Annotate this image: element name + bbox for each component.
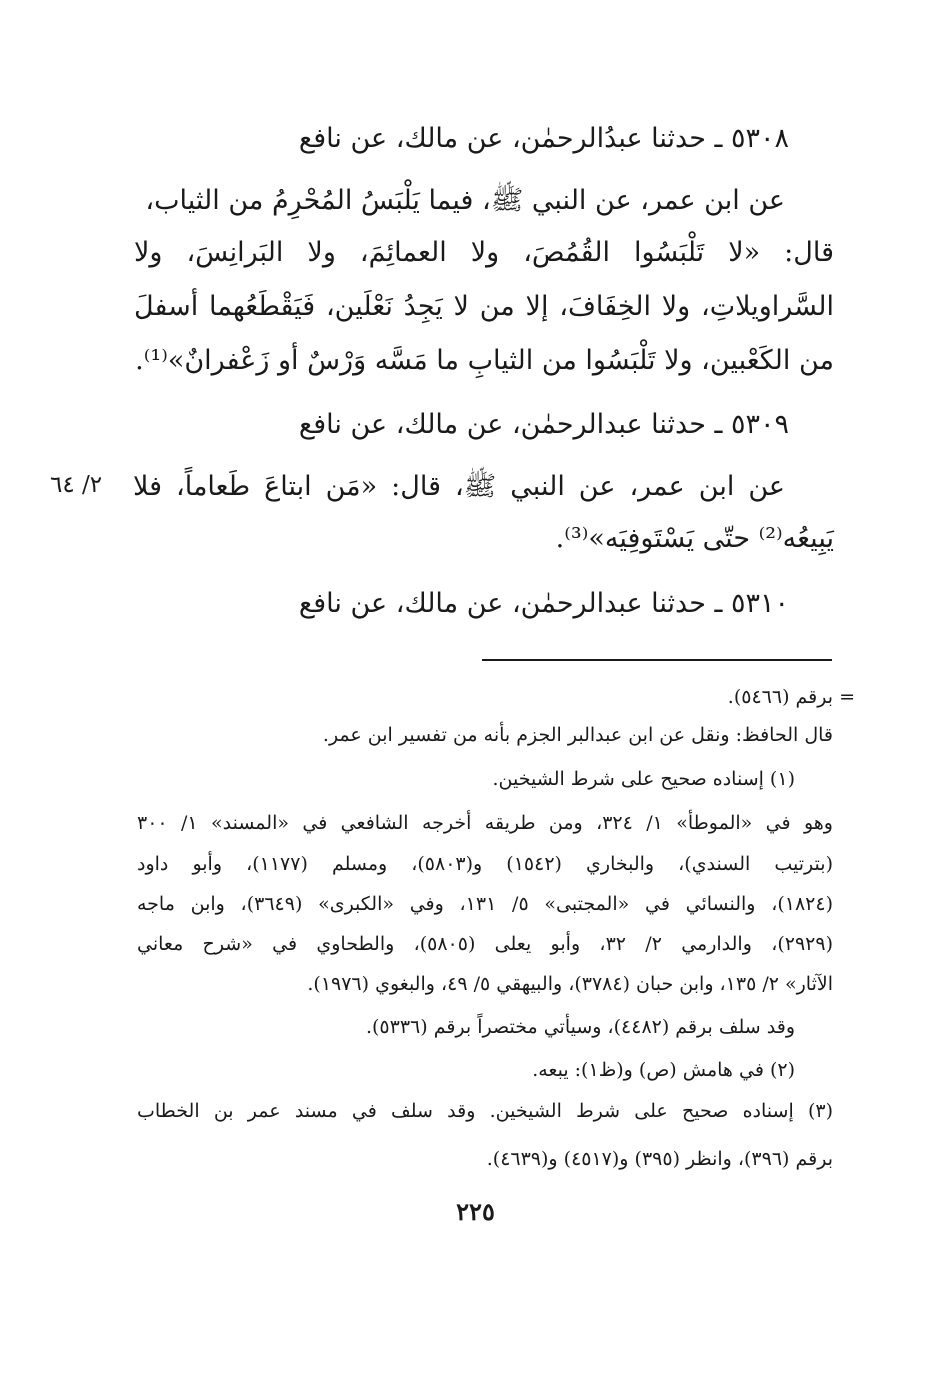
hadith-5309-line-1: عن ابن عمر، عن النبي ﷺ، قال: «مَن ابتاعَ طَعاماً، فلا <box>133 471 785 502</box>
footnote-1-line-7: وقد سلف برقم (٤٤٨٢)، وسيأتي مختصراً برقم (٥٣٣٦). <box>365 1016 795 1038</box>
footnote-line: قال الحافظ: ونقل عن ابن عبدالبر الجزم بأنه من تفسير ابن عمر. <box>322 724 833 746</box>
footnote-3: (٣) إسناده صحيح على شرط الشيخين. وقد سلف في مسند عمر بن الخطاب <box>137 1100 833 1122</box>
footnote-1-line-4: (١٨٢٤)، والنسائي في «المجتبى» ٥/ ١٣١، وفي «الكبرى» (٣٦٤٩)، وابن ماجه <box>137 893 833 915</box>
hadith-5308-line-2: قال: «لا تَلْبَسُوا القُمُصَ، ولا العمائِمَ، ولا البَرانِسَ، ولا <box>134 237 834 268</box>
footnote-1-line-6: الآثار» ٢/ ١٣٥، وابن حبان (٣٧٨٤)، والبيهقي ٥/ ٤٩، والبغوي (١٩٧٦). <box>307 973 833 995</box>
hadith-5309-line-2: يَبِيعُه⁽²⁾ حتّى يَسْتَوفِيَه»⁽³⁾. <box>555 523 834 554</box>
hadith-5308-line-4: من الكَعْبين، ولا تَلْبَسُوا من الثيابِ ما مَسَّه وَرْسٌ أو زَعْفرانٌ»⁽¹⁾. <box>135 345 834 376</box>
hadith-5308-line-3: السَّراويلاتِ، ولا الخِفَافَ، إلا من لا يَجِدُ نَعْلَين، فَيَقْطَعُهما أسفلَ <box>134 291 834 322</box>
footnote-3-line-2: برقم (٣٩٦)، وانظر (٣٩٥) و(٤٥١٧) و(٤٦٣٩). <box>486 1148 833 1170</box>
hadith-5310-header: ٥٣١٠ ـ حدثنا عبدالرحمٰن، عن مالك، عن نافع <box>298 588 789 619</box>
footnote-1-line-2: وهو في «الموطأ» ١/ ٣٢٤، ومن طريقه أخرجه الشافعي في «المسند» ١/ ٣٠٠ <box>137 812 833 834</box>
footnote-separator <box>482 659 832 661</box>
hadith-5308-header: ٥٣٠٨ ـ حدثنا عبدُالرحمٰن، عن مالك، عن نافع <box>298 123 789 154</box>
footnote-1-line-5: (٢٩٢٩)، والدارمي ٢/ ٣٢، وأبو يعلى (٥٨٠٥)، والطحاوي في «شرح معاني <box>137 933 833 955</box>
footnote-1: (١) إسناده صحيح على شرط الشيخين. <box>492 768 795 790</box>
margin-reference: ٢/ ٦٤ <box>50 472 103 498</box>
footnote-1-line-3: (بترتيب السندي)، والبخاري (١٥٤٢) و(٥٨٠٣)، ومسلم (١١٧٧)، وأبو داود <box>137 853 833 875</box>
page-number: ٢٢٥ <box>456 1197 495 1226</box>
hadith-5308-line-1: عن ابن عمر، عن النبي ﷺ، فيما يَلْبَسُ المُحْرِمُ من الثياب، <box>145 185 785 216</box>
footnote-continuation: = برقم (٥٤٦٦). <box>727 686 855 708</box>
footnote-2: (٢) في هامش (ص) و(ظ١): يبعه. <box>532 1059 795 1081</box>
hadith-5309-header: ٥٣٠٩ ـ حدثنا عبدالرحمٰن، عن مالك، عن نافع <box>298 409 789 440</box>
